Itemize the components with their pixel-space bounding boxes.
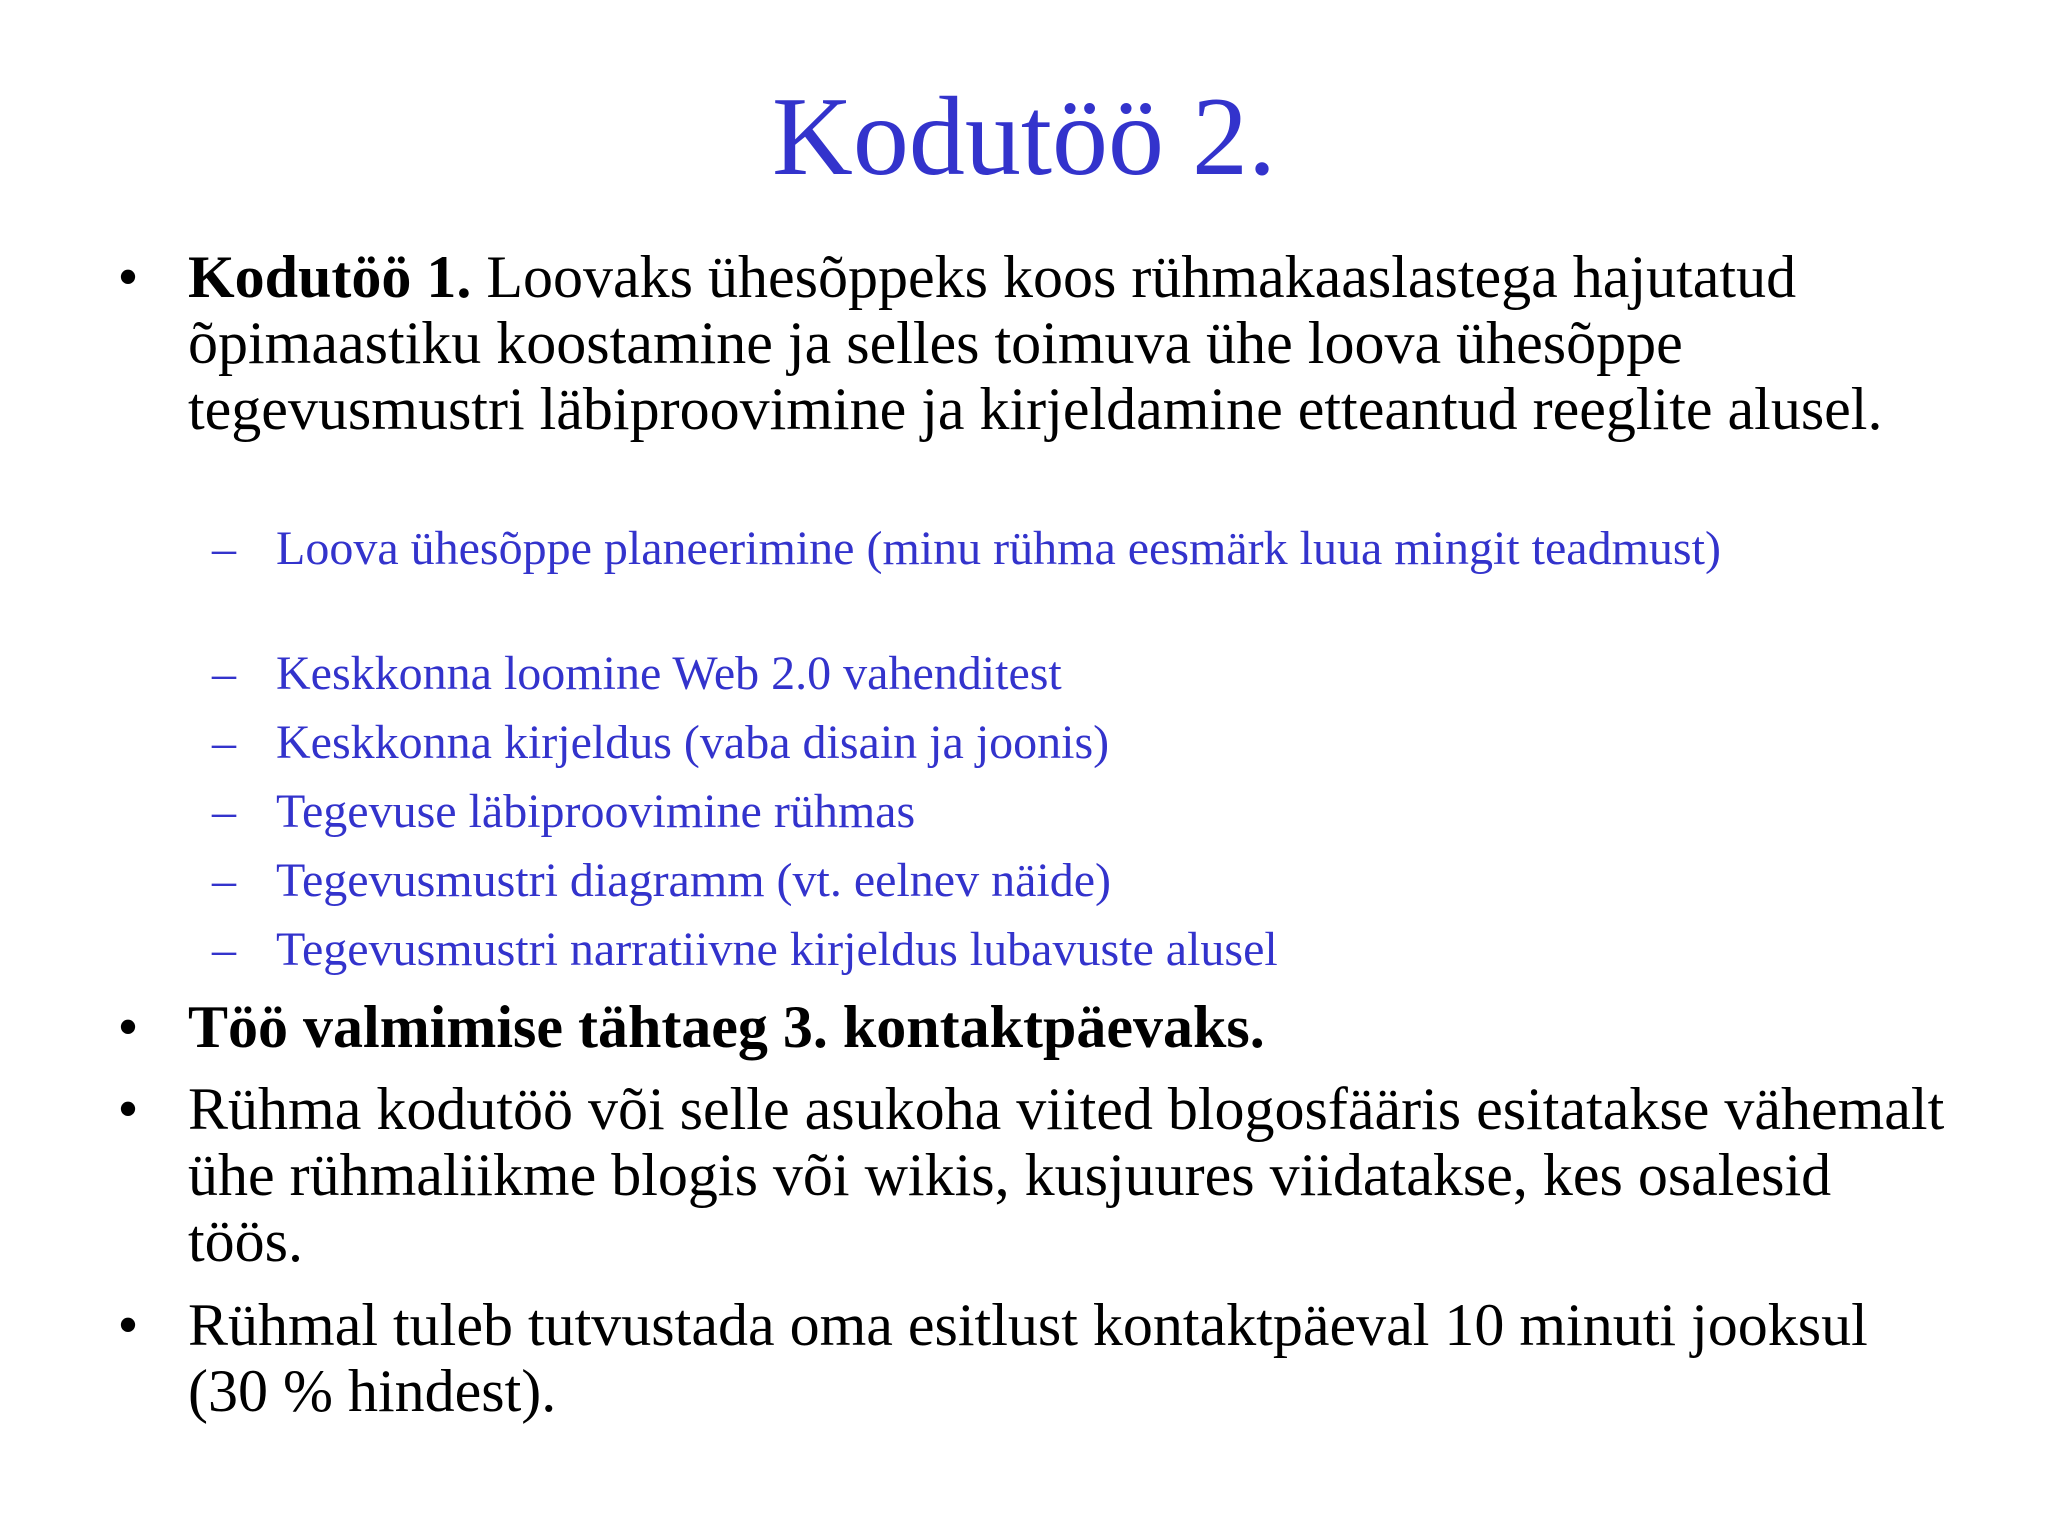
bullet-item-homework-1 (117, 244, 1948, 442)
dash-marker: – (212, 854, 236, 907)
subitem-text: Loova ühesõppe planeerimine (minu rühma eesmärk luua mingit teadmust) (276, 522, 1721, 575)
bullet-item-text: Loovaks ühesõppeks koos rühmakaaslastega hajutatud õpimaastiku koostamine ja selles toimuva ühe loova ühesõppe tegevusmustri läbiproovimine ja kirjeldamine etteantud reeglite alusel. (188, 244, 1883, 442)
dash-marker: – (212, 716, 236, 769)
slide-title: Kodutöö 2. (772, 75, 1276, 199)
subitem-text: Keskkonna loomine Web 2.0 vahenditest (276, 647, 1062, 700)
bullet-item-submission (117, 1076, 1948, 1274)
subitem-text: Tegevusmustri diagramm (vt. eelnev näide) (276, 854, 1112, 907)
subitem-text: Tegevuse läbiproovimine rühmas (276, 785, 916, 838)
bullet-item-deadline (117, 994, 1948, 1060)
subitem-environment-creation (212, 645, 1956, 702)
bullet-item-heading: Kodutöö 1. (188, 244, 472, 310)
dash-marker: – (212, 647, 236, 700)
bullet-marker: • (117, 994, 139, 1060)
subitem-text: Keskkonna kirjeldus (vaba disain ja joonis) (276, 716, 1110, 769)
bullet-item-heading: Töö valmimise tähtaeg 3. kontaktpäevaks. (188, 994, 1265, 1060)
bullet-item-text: Rühmal tuleb tutvustada oma esitlust kontaktpäeval 10 minuti jooksul (30 % hindest). (188, 1292, 1868, 1424)
dash-marker: – (212, 522, 236, 575)
subitem-pattern-diagram (212, 852, 1956, 909)
dash-marker: – (212, 785, 236, 838)
bullet-marker: • (117, 244, 139, 310)
subitem-environment-description (212, 714, 1956, 771)
bullet-marker: • (117, 1292, 139, 1358)
bullet-item-text: Rühma kodutöö või selle asukoha viited blogosfääris esitatakse vähemalt ühe rühmaliikme blogis või wikis, kusjuures viidatakse, kes osalesid töös. (188, 1076, 1945, 1274)
subitem-text: Tegevusmustri narratiivne kirjeldus lubavuste alusel (276, 923, 1278, 976)
dash-marker: – (212, 923, 236, 976)
subitem-group-trial (212, 783, 1956, 840)
bullet-item-presentation (117, 1292, 1948, 1424)
subitem-narrative-description (212, 921, 1956, 978)
subitem-planning (212, 520, 1956, 577)
bullet-marker: • (117, 1076, 139, 1142)
